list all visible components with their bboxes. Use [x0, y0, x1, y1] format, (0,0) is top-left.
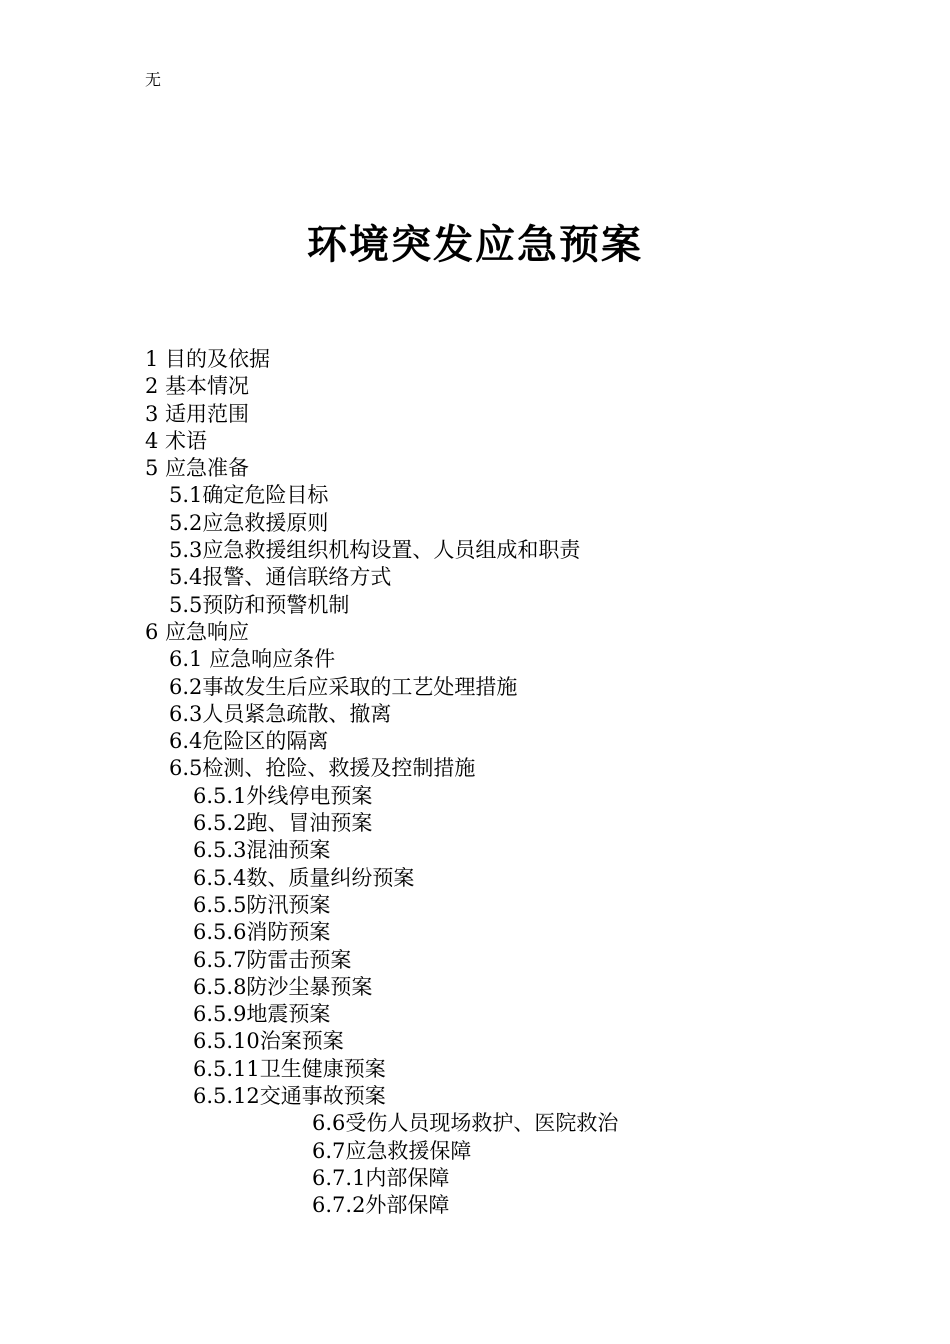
toc-item: 5 应急准备 [145, 456, 250, 481]
toc-item: 6.5.9地震预案 [193, 1002, 331, 1027]
toc-item: 6.3人员紧急疏散、撤离 [169, 701, 392, 726]
toc-item: 5.3应急救援组织机构设置、人员组成和职责 [169, 538, 581, 563]
toc-item: 6.7应急救援保障 [312, 1138, 472, 1163]
toc-item: 2 基本情况 [145, 374, 250, 399]
toc-item: 6.5.6消防预案 [193, 920, 331, 945]
toc-item: 6.5.3混油预案 [193, 838, 331, 863]
toc-item: 6.4危险区的隔离 [169, 729, 329, 754]
toc-item: 6.5.5防汛预案 [193, 892, 331, 917]
toc-item: 6.1 应急响应条件 [169, 647, 336, 672]
toc-item: 6.7.1内部保障 [312, 1165, 450, 1190]
toc-item: 1 目的及依据 [145, 347, 271, 371]
toc-item: 5.4报警、通信联络方式 [169, 565, 392, 590]
toc-item: 6.5.11卫生健康预案 [193, 1056, 386, 1081]
toc-item: 3 适用范围 [145, 401, 250, 426]
toc-item: 6.5.12交通事故预案 [193, 1084, 386, 1109]
toc-item: 4 术语 [145, 428, 208, 453]
table-of-contents [145, 346, 618, 1220]
toc-item: 6 应急响应 [145, 619, 250, 644]
toc-item: 5.5预防和预警机制 [169, 592, 350, 617]
toc-item: 6.5.4数、质量纠纷预案 [193, 865, 415, 890]
toc-item: 5.2应急救援原则 [169, 510, 329, 535]
toc-item: 6.5.1外线停电预案 [193, 783, 373, 808]
toc-item: 6.6受伤人员现场救护、医院救治 [312, 1111, 619, 1136]
toc-item: 6.5.7防雷击预案 [193, 947, 352, 972]
toc-item: 6.5检测、抢险、救援及控制措施 [169, 756, 476, 781]
page-header: 无 [145, 70, 162, 89]
toc-item: 6.2事故发生后应采取的工艺处理措施 [169, 674, 518, 699]
toc-item: 5.1确定危险目标 [169, 483, 329, 508]
toc-item: 6.5.8防沙尘暴预案 [193, 974, 373, 999]
document-title: 环境突发应急预案 [307, 222, 643, 268]
toc-item: 6.7.2外部保障 [312, 1193, 450, 1218]
toc-item: 6.5.2跑、冒油预案 [193, 811, 373, 836]
toc-item: 6.5.10治案预案 [193, 1029, 344, 1054]
